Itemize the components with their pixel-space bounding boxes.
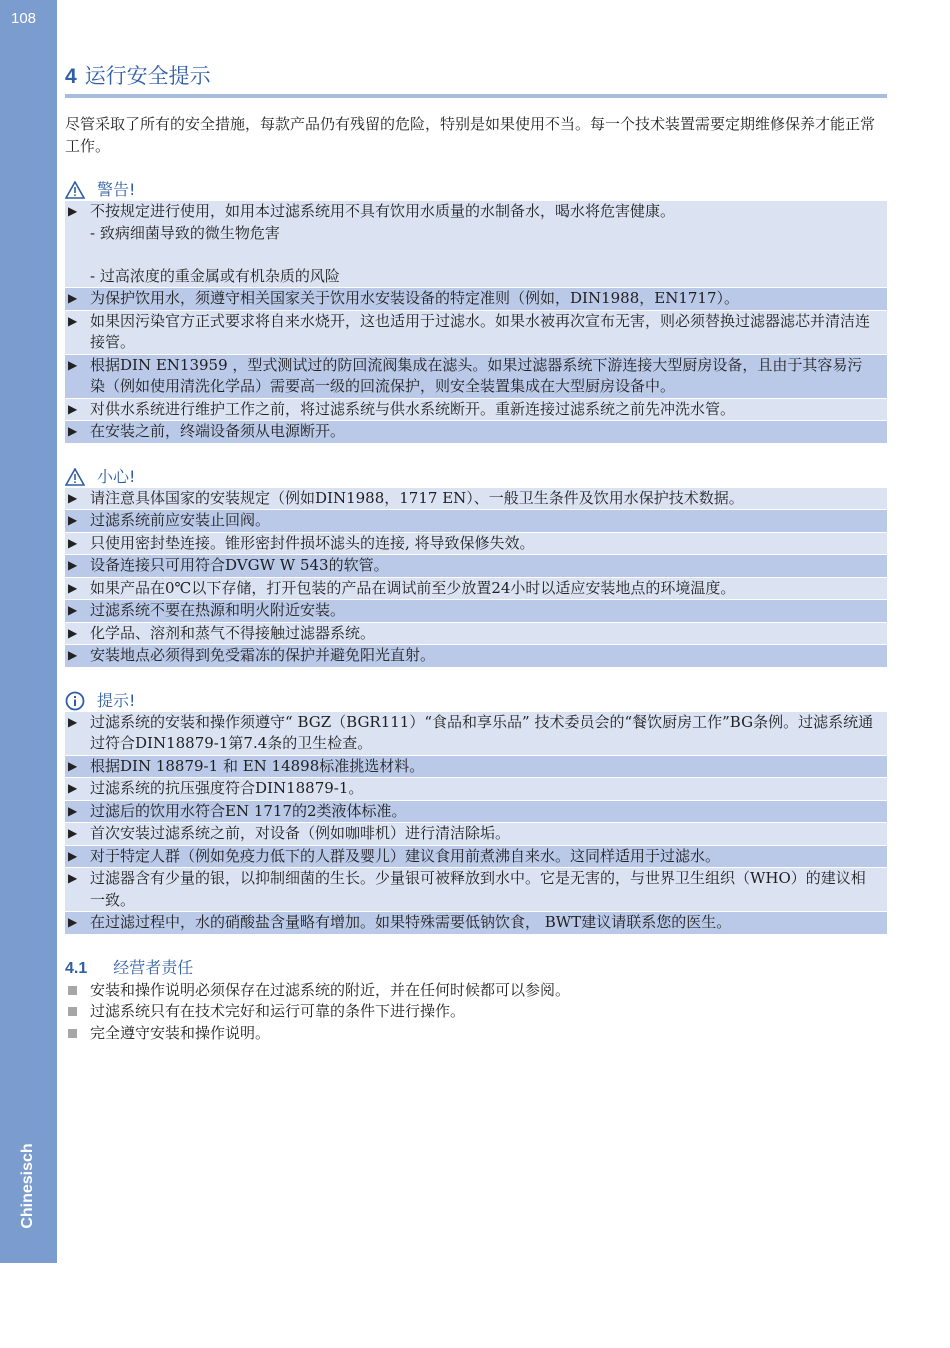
- caution-heading-text: 小心!: [97, 466, 136, 486]
- subsection-title-text: 经营者责任: [113, 957, 194, 977]
- list-item-text: 过滤后的饮用水符合EN 1717的2类液体标准。: [90, 801, 407, 820]
- triangle-bullet-icon: ▶: [68, 424, 78, 438]
- triangle-bullet-icon: ▶: [68, 714, 78, 729]
- note-heading: [65, 690, 887, 712]
- note-heading-text: 提示!: [97, 690, 136, 710]
- triangle-bullet-icon: ▶: [68, 204, 78, 218]
- list-item: [65, 201, 887, 288]
- main-content: [65, 60, 887, 1044]
- operator-responsibility-list: [65, 980, 887, 1045]
- triangle-bullet-icon: ▶: [68, 915, 78, 929]
- list-item: [65, 288, 887, 311]
- note-list: [65, 712, 887, 935]
- list-item-body: [90, 555, 887, 577]
- page-number: 108: [11, 10, 37, 27]
- list-item-body: [90, 756, 887, 778]
- list-item-body: [90, 912, 887, 934]
- list-item: [65, 311, 887, 355]
- list-item-text: 首次安装过滤系统之前，对设备（例如咖啡机）进行清洁除垢。: [90, 824, 511, 842]
- list-item-text: 在安装之前，终端设备须从电源断开。: [90, 422, 346, 440]
- triangle-bullet-icon: ▶: [68, 357, 78, 372]
- list-item: [65, 801, 887, 824]
- triangle-bullet-icon: ▶: [68, 871, 78, 885]
- list-item-text: 根据DIN EN13959 ，型式测试过的防回流阀集成在滤头。如果过滤器系统下游连接大型厨房设备，且由于其容易污染（例如使用清洗化学品）需要高一级的回流保护，则安全装置集成在大型厨房设备中。: [90, 355, 863, 395]
- list-item-text: 过滤系统前应安装止回阀。: [90, 511, 271, 529]
- list-item: [65, 355, 887, 399]
- list-item-body: [90, 311, 887, 354]
- list-item-text: 对于特定人群（例如免疫力低下的人群及婴儿）建议食用前煮沸自来水。这同样适用于过滤水。: [90, 846, 721, 865]
- list-item-body: [90, 823, 887, 845]
- list-item-text: 设备连接只可用符合DVGW W 543的软管。: [90, 556, 389, 574]
- list-item-text: 过滤器含有少量的银，以抑制细菌的生长。少量银可被释放到水中。它是无害的，与世界卫生组织（WHO）的建议相一致。: [90, 869, 866, 909]
- triangle-bullet-icon: ▶: [68, 313, 78, 328]
- square-bullet-icon: [65, 1023, 90, 1045]
- list-item-text: 过滤系统的安装和操作须遵守“ BGZ（BGR111）“食品和享乐品” 技术委员会的“餐饮厨房工作”BG条例。过滤系统通过符合DIN18879-1第7.4条的卫生检查。: [90, 712, 874, 752]
- list-item-body: [90, 600, 887, 622]
- info-circle-icon: [65, 691, 85, 711]
- list-item-text: 如果因污染官方正式要求将自来水烧开，这也适用于过滤水。如果水被再次宣布无害，则必须替换过滤器滤芯并清洁连接管。: [90, 311, 871, 351]
- list-item-text: 安装地点必须得到免受霜冻的保护并避免阳光直射。: [90, 646, 436, 664]
- triangle-bullet-icon: ▶: [68, 513, 78, 527]
- sidebar: [0, 0, 57, 1263]
- triangle-bullet-icon: ▶: [68, 401, 78, 416]
- list-item: [65, 912, 887, 935]
- list-item: [65, 555, 887, 578]
- warning-triangle-icon: [65, 181, 85, 199]
- list-item: [65, 1023, 887, 1045]
- section-title-text: 运行安全提示: [84, 64, 211, 88]
- list-item-body: [90, 801, 887, 823]
- list-item-body: [90, 623, 887, 645]
- warning-heading: [65, 179, 887, 201]
- list-item-text: 过滤系统只有在技术完好和运行可靠的条件下进行操作。: [90, 1002, 466, 1020]
- list-item-body: [90, 778, 887, 800]
- list-sub-item: - 过高浓度的重金属或有机杂质的风险: [90, 266, 340, 285]
- list-item-text: 安装和操作说明必须保存在过滤系统的附近，并在任何时候都可以参阅。: [90, 980, 571, 999]
- section-title: [65, 60, 887, 98]
- triangle-bullet-icon: ▶: [68, 535, 78, 550]
- list-item: [65, 600, 887, 623]
- list-item-text: 在过滤过程中，水的硝酸盐含量略有增加。如果特殊需要低钠饮食， BWT建议请联系您的医生。: [90, 913, 732, 931]
- list-item-body: [90, 355, 887, 398]
- list-item-text: 过滤系统不要在热源和明火附近安装。: [90, 601, 346, 619]
- list-item-body: [90, 578, 887, 600]
- list-item: [65, 488, 887, 511]
- list-item-text: 完全遵守安装和操作说明。: [90, 1023, 271, 1042]
- list-item: [65, 756, 887, 779]
- list-item: [65, 980, 887, 1002]
- list-item: [65, 399, 887, 422]
- caution-list: [65, 488, 887, 668]
- triangle-bullet-icon: ▶: [68, 803, 78, 818]
- list-item-text: 请注意具体国家的安装规定（例如DIN1988，1717 EN）、一般卫生条件及饮用水保护技术数据。: [90, 488, 744, 507]
- list-item-text: 过滤系统的抗压强度符合DIN18879-1。: [90, 779, 364, 797]
- list-item-text: 不按规定进行使用，如用本过滤系统用不具有饮用水质量的水制备水，喝水将危害健康。: [90, 202, 676, 220]
- list-item-text: 只使用密封垫连接。锥形密封件损坏滤头的连接, 将导致保修失效。: [90, 533, 535, 552]
- list-item-body: [90, 488, 887, 510]
- caution-heading: [65, 466, 887, 488]
- subsection-title: [65, 957, 887, 980]
- list-item: [65, 578, 887, 601]
- list-item: [65, 712, 887, 756]
- warning-list: [65, 201, 887, 444]
- list-item-body: [90, 421, 887, 443]
- list-item-body: [90, 533, 887, 555]
- list-item-body: [90, 868, 887, 911]
- list-item-text: 根据DIN 18879-1 和 EN 14898标准挑选材料。: [90, 756, 425, 775]
- list-item-body: [90, 288, 887, 310]
- triangle-bullet-icon: ▶: [68, 781, 78, 795]
- triangle-bullet-icon: ▶: [68, 291, 78, 305]
- list-item: [65, 533, 887, 556]
- list-sub-item: [90, 244, 877, 266]
- list-item-text: 化学品、溶剂和蒸气不得接触过滤器系统。: [90, 623, 376, 642]
- list-item: [65, 868, 887, 912]
- triangle-bullet-icon: ▶: [68, 758, 78, 773]
- triangle-bullet-icon: ▶: [68, 625, 78, 640]
- triangle-bullet-icon: ▶: [68, 580, 78, 595]
- triangle-bullet-icon: ▶: [68, 603, 78, 617]
- language-label: Chinesisch: [19, 1143, 36, 1229]
- warning-heading-text: 警告!: [97, 180, 136, 199]
- subsection-number: 4.1: [65, 959, 88, 977]
- triangle-bullet-icon: ▶: [68, 558, 78, 572]
- list-item: [65, 421, 887, 444]
- list-item: [65, 1001, 887, 1023]
- list-item-text: 如果产品在0℃以下存储，打开包装的产品在调试前至少放置24小时以适应安装地点的环境温度。: [90, 578, 736, 597]
- list-item-text: 为保护饮用水，须遵守相关国家关于饮用水安装设备的特定准则（例如，DIN1988，EN1717）。: [90, 289, 740, 307]
- section-intro: 尽管采取了所有的安全措施，每款产品仍有残留的危险，特别是如果使用不当。每一个技术装置需要定期维修保养才能正常工作。: [65, 115, 876, 155]
- square-bullet-icon: [65, 980, 90, 1002]
- list-item: [65, 778, 887, 801]
- section-number: 4: [65, 65, 77, 88]
- list-item: [65, 510, 887, 533]
- triangle-bullet-icon: ▶: [68, 490, 78, 505]
- list-item-body: [90, 510, 887, 532]
- list-item: [65, 846, 887, 869]
- triangle-bullet-icon: ▶: [68, 648, 78, 662]
- list-item: [65, 623, 887, 646]
- list-item-text: 对供水系统进行维护工作之前，将过滤系统与供水系统断开。重新连接过滤系统之前先冲洗水管。: [90, 399, 736, 418]
- triangle-bullet-icon: ▶: [68, 826, 78, 840]
- list-item: [65, 823, 887, 846]
- square-bullet-icon: [65, 1001, 90, 1023]
- list-item-body: [90, 645, 887, 667]
- list-item-body: [90, 846, 887, 868]
- list-item-body: [90, 399, 887, 421]
- triangle-bullet-icon: ▶: [68, 848, 78, 863]
- list-item-body: [90, 712, 887, 755]
- list-item: [65, 645, 887, 668]
- list-sub-item: - 致病细菌导致的微生物危害: [90, 223, 280, 242]
- warning-triangle-icon: [65, 468, 85, 486]
- list-item-body: [90, 201, 887, 287]
